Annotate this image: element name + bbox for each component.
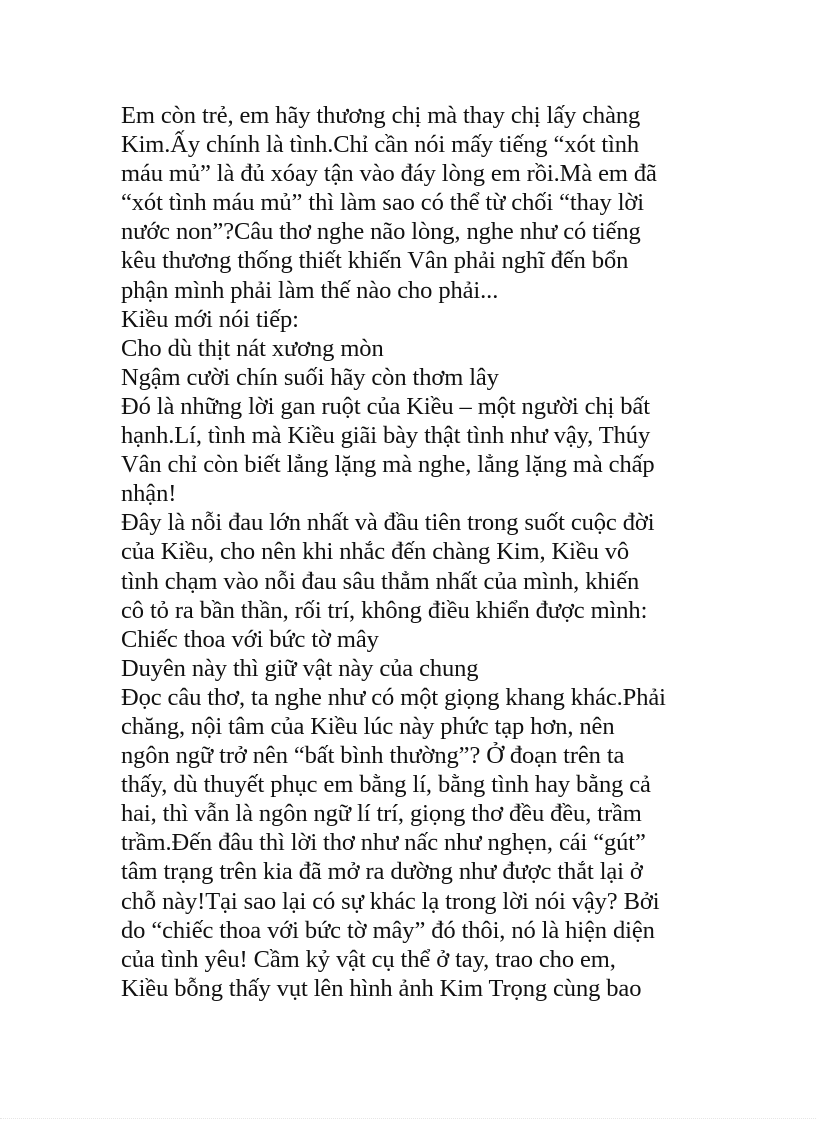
poem-line: Duyên này thì giữ vật này của chung [121, 654, 479, 682]
text-line: ngôn ngữ trở nên “bất bình thường”? Ở đoạn trên ta [121, 742, 625, 770]
text-line: chỗ này!Tại sao lại có sự khác lạ trong lời nói vậy? Bởi [121, 887, 660, 915]
text-line: tình chạm vào nỗi đau sâu thẳm nhất của mình, khiến [121, 567, 640, 595]
text-line: phận mình phải làm thế nào cho phải... [121, 276, 499, 304]
poem-line: Chiếc thoa với bức tờ mây [121, 625, 379, 653]
text-line: Đọc câu thơ, ta nghe như có một giọng khang khác.Phải [121, 683, 666, 711]
body-text [121, 101, 701, 1003]
text-line: do “chiếc thoa với bức tờ mây” đó thôi, nó là hiện diện [121, 916, 655, 944]
text-line: Kiều bỗng thấy vụt lên hình ảnh Kim Trọng cùng bao [121, 974, 642, 1002]
text-line: hạnh.Lí, tình mà Kiều giãi bày thật tình như vậy, Thúy [121, 422, 651, 450]
text-line: của tình yêu! Cầm kỷ vật cụ thể ở tay, trao cho em, [121, 945, 616, 973]
text-line: trầm.Đến đâu thì lời thơ như nấc như nghẹn, cái “gút” [121, 829, 646, 857]
text-line: Kim.Ấy chính là tình.Chỉ cần nói mấy tiếng “xót tình [121, 131, 640, 159]
poem-line: Ngậm cười chín suối hãy còn thơm lây [121, 363, 499, 391]
text-line: kêu thương thống thiết khiến Vân phải nghĩ đến bổn [121, 247, 629, 275]
text-line: nước non”?Câu thơ nghe não lòng, nghe như có tiếng [121, 218, 641, 246]
text-line: “xót tình máu mủ” thì làm sao có thể từ chối “thay lời [121, 189, 644, 217]
text-line: nhận! [121, 480, 177, 508]
text-line: của Kiều, cho nên khi nhắc đến chàng Kim, Kiều vô [121, 538, 630, 566]
text-line: Đây là nỗi đau lớn nhất và đầu tiên trong suốt cuộc đời [121, 509, 655, 537]
page-bottom-edge [0, 1118, 816, 1119]
text-line: hai, thì vẫn là ngôn ngữ lí trí, giọng thơ đều đều, trầm [121, 800, 642, 828]
text-line: cô tỏ ra bần thần, rối trí, không điều khiển được mình: [121, 596, 648, 624]
text-line: tâm trạng trên kia đã mở ra dường như được thắt lại ở [121, 858, 643, 886]
text-line: máu mủ” là đủ xóay tận vào đáy lòng em rồi.Mà em đã [121, 160, 657, 188]
text-line: Đó là những lời gan ruột của Kiều – một người chị bất [121, 392, 650, 420]
text-line: Em còn trẻ, em hãy thương chị mà thay chị lấy chàng [121, 102, 641, 129]
text-line: Vân chỉ còn biết lẳng lặng mà nghe, lẳng lặng mà chấp [121, 451, 655, 479]
text-line: chăng, nội tâm của Kiều lúc này phức tạp hơn, nên [121, 712, 615, 740]
poem-line: Cho dù thịt nát xương mòn [121, 334, 384, 362]
text-line: Kiều mới nói tiếp: [121, 305, 299, 333]
text-line: thấy, dù thuyết phục em bằng lí, bằng tình hay bằng cả [121, 771, 651, 799]
